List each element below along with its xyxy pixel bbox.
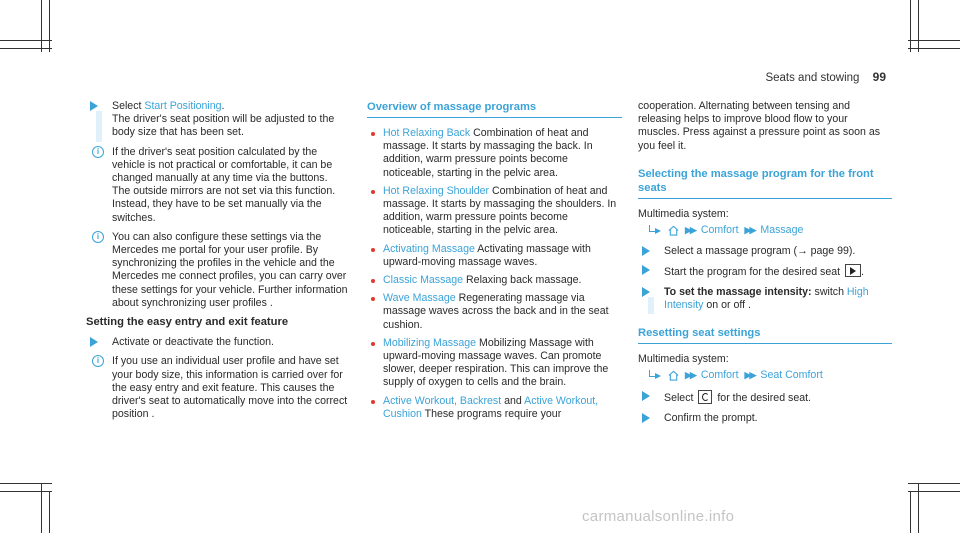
list-item: Classic Massage Relaxing back massage. [367,274,622,287]
menu-comfort[interactable]: Comfort [700,369,739,382]
page-number: 99 [872,70,886,84]
chevron-double-icon: ▶▶ [685,370,695,381]
active-workout-cushion-link[interactable]: Active Workout, Cushion [383,394,599,420]
crop-mark [49,491,50,533]
info-note: i You can also configure these settings via the Mercedes me portal for your user profile. By synchronizing the profiles in the vehicle and the Mercedes me connect profiles, you can carry over these settings for your vehicle. Further information about synchronizing user profiles . [86,231,351,310]
instruction-step: Start the program for the desired seat . [638,264,892,279]
menu-massage[interactable]: Massage [760,224,804,237]
step-arrow-icon [642,391,650,401]
crop-mark [908,491,960,492]
instruction-step: Select a massage program (→ page 99). [638,245,892,258]
chevron-double-icon: ▶▶ [744,370,755,381]
section-heading: Setting the easy entry and exit feature [86,316,289,329]
crop-mark [918,0,919,52]
column-middle [367,100,622,426]
list-item: Hot Relaxing Shoulder Combination of heat and massage. It starts by massaging the shoulders. In addition, warm pressure points become noticeable, starting in the pelvic area. [367,185,622,238]
menu-seat-comfort[interactable]: Seat Comfort [760,369,823,382]
column-left [86,100,351,427]
instruction-step: Confirm the prompt. [638,412,892,425]
info-icon: i [92,231,104,243]
section-title: Resetting seat settings [638,326,892,344]
return-arrow-icon [648,225,662,236]
section-title: Overview of massage programs [367,100,622,118]
list-item: Activating Massage Activating massage with upward-moving massage waves. [367,243,622,269]
return-arrow-icon [648,370,662,381]
start-positioning-link[interactable]: Start Positioning [144,100,222,112]
crop-mark [49,0,50,52]
step-result: The driver's seat position will be adjusted to the body size that has been set. [112,113,335,139]
crop-mark [908,48,960,49]
step-arrow-icon [90,337,98,347]
play-icon[interactable] [845,264,861,277]
info-icon: i [92,355,104,367]
info-note: i If the driver's seat position calculated by the vehicle is not practical or comfortable, it can be changed manually at any time via the buttons. The outside mirrors are not set via this function. Instead, they have to be set manually via the switches. [86,146,351,225]
menu-path [648,369,892,382]
crop-mark [908,40,960,41]
instruction-step: Select for the desired seat. [638,390,892,405]
home-icon[interactable] [668,225,679,236]
crop-mark [0,40,52,41]
list-item: Hot Relaxing Back Combination of heat and massage. It starts by massaging the back. In addition, warm pressure points become noticeable, starting in the pelvic area. [367,127,622,180]
instruction-step: To set the massage intensity: switch High Intensity on or off . [638,286,892,312]
page-header [765,70,886,84]
section-title: Selecting the massage program for the front seats [638,167,892,199]
menu-comfort[interactable]: Comfort [700,224,739,237]
home-icon[interactable] [668,370,679,381]
crop-mark [908,483,960,484]
menu-path [648,224,892,237]
chevron-double-icon: ▶▶ [685,225,695,236]
crop-mark [0,491,52,492]
crop-mark [0,48,52,49]
system-label: Multimedia system: [638,207,729,220]
info-icon: i [92,146,104,158]
info-note: i If you use an individual user profile and have set your body size, this information is carried over for the easy entry and exit feature. This causes the driver's seat to automatically move into the correct position . [86,355,351,421]
list-item: Wave Massage Regenerating massage via massage waves across the back and in the seat cushion. [367,292,622,332]
crop-mark [41,0,42,52]
watermark: carmanualsonline.info [582,508,735,525]
active-workout-backrest-link[interactable]: Active Workout, Backrest [383,394,502,407]
step-arrow-icon [642,287,650,297]
instruction-step: Select Start Positioning. The driver's seat position will be adjusted to the body size that has been set. [86,100,351,140]
step-arrow-icon [642,246,650,256]
section-title: Seats and stowing [765,72,860,84]
column-right [638,100,892,431]
list-item: Active Workout, Backrest and Active Workout, Cushion These programs require your [367,395,622,421]
step-arrow-icon [90,101,98,111]
crop-mark [910,0,911,52]
system-label: Multimedia system: [638,353,729,366]
crop-mark [910,491,911,533]
instruction-step: Activate or deactivate the function. [86,336,351,349]
reset-seat-icon[interactable] [698,390,712,404]
step-arrow-icon [642,413,650,423]
list-item: Mobilizing Massage Mobilizing Massage with upward-moving massage waves. Can promote slower, deeper respiration. This can improve the supply of oxygen to cells and the brain. [367,337,622,390]
step-arrow-icon [642,265,650,275]
crop-mark [0,483,52,484]
high-intensity-switch[interactable]: High Intensity [664,285,869,311]
continued-text: cooperation. Alternating between tensing and releasing helps to improve blood flow to your muscles. Press against a pressure point as soon as you feel it. [638,100,881,152]
chevron-double-icon: ▶▶ [744,225,755,236]
